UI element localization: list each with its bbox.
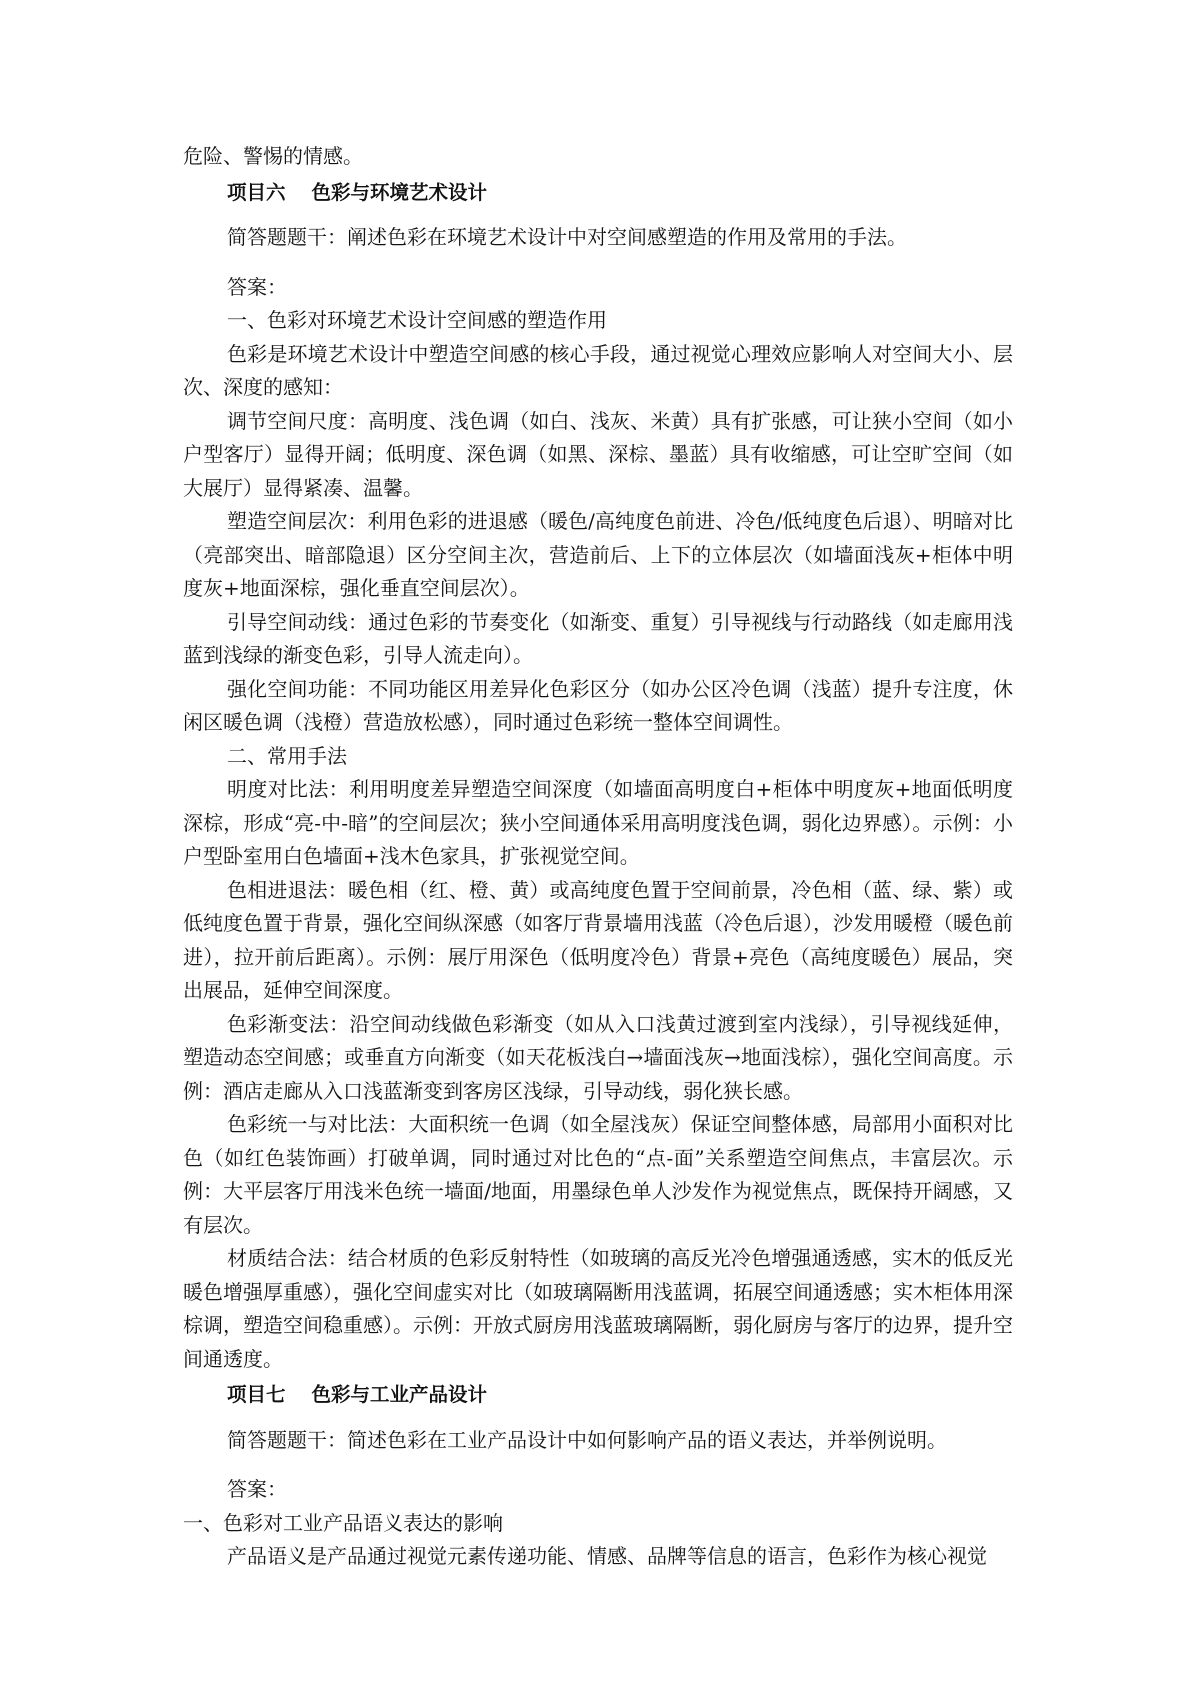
intro-tail-text: 危险、警惕的情感。 [183, 144, 363, 168]
project7-heading [183, 1378, 1013, 1412]
project6-s1-paragraph: 引导空间动线：通过色彩的节奏变化（如渐变、重复）引导视线与行动路线（如走廊用浅蓝到浅绿的渐变色彩，引导人流走向）。 [183, 609, 1013, 667]
project6-s2-paragraph: 色彩统一与对比法：大面积统一色调（如全屋浅灰）保证空间整体感，局部用小面积对比色（如红色装饰画）打破单调，同时通过对比色的“点-面”关系塑造空间焦点，丰富层次。示例：大平层客厅用浅米色统一墙面/地面，用墨绿色单人沙发作为视觉焦点，既保持开阔感，又有层次。 [183, 1112, 1013, 1237]
project6-title: 色彩与环境艺术设计 [311, 180, 488, 204]
project7-number: 项目七 [227, 1383, 286, 1406]
project6-section1-title: 一、色彩对环境艺术设计空间感的塑造作用 [227, 308, 607, 332]
project7-answer-label: 答案： [227, 1477, 287, 1501]
project7-title: 色彩与工业产品设计 [311, 1383, 488, 1406]
project7-s1-paragraph: 产品语义是产品通过视觉元素传递功能、情感、品牌等信息的语言，色彩作为核心视觉 [227, 1544, 987, 1568]
project6-answer-label: 答案： [227, 274, 287, 299]
document-page [183, 140, 1013, 1574]
project6-heading [183, 176, 1013, 210]
project6-s2-paragraph: 色相进退法：暖色相（红、橙、黄）或高纯度色置于空间前景，冷色相（蓝、绿、紫）或低纯度色置于背景，强化空间纵深感（如客厅背景墙用浅蓝（冷色后退），沙发用暖橙（暖色前进），拉开前后距离）。示例：展厅用深色（低明度冷色）背景+亮色（高纯度暖色）展品，突出展品，延伸空间深度。 [183, 877, 1013, 1002]
project6-s2-paragraph: 色彩渐变法：沿空间动线做色彩渐变（如从入口浅黄过渡到室内浅绿），引导视线延伸，塑造动态空间感；或垂直方向渐变（如天花板浅白→墙面浅灰→地面浅棕），强化空间高度。示例：酒店走廊从入口浅蓝渐变到客房区浅绿，引导动线，弱化狭长感。 [183, 1011, 1013, 1103]
project7-section1-title: 一、色彩对工业产品语义表达的影响 [183, 1510, 503, 1535]
project6-s1-paragraph: 强化空间功能：不同功能区用差异化色彩区分（如办公区冷色调（浅蓝）提升专注度，休闲区暖色调（浅橙）营造放松感），同时通过色彩统一整体空间调性。 [183, 676, 1013, 734]
project6-question: 简答题题干：阐述色彩在环境艺术设计中对空间感塑造的作用及常用的手法。 [227, 225, 907, 249]
project7-question: 简答题题干：简述色彩在工业产品设计中如何影响产品的语义表达，并举例说明。 [227, 1427, 947, 1452]
project6-s2-paragraph: 明度对比法：利用明度差异塑造空间深度（如墙面高明度白+柜体中明度灰+地面低明度深棕，形成“亮-中-暗”的空间层次；狭小空间通体采用高明度浅色调，弱化边界感）。示例：小户型卧室用白色墙面+浅木色家具，扩张视觉空间。 [183, 777, 1013, 868]
project6-s1-paragraph: 色彩是环境艺术设计中塑造空间感的核心手段，通过视觉心理效应影响人对空间大小、层次、深度的感知： [183, 341, 1013, 399]
project6-section2-title: 二、常用手法 [227, 743, 347, 768]
project6-number: 项目六 [227, 180, 286, 204]
project6-s2-paragraph: 材质结合法：结合材质的色彩反射特性（如玻璃的高反光冷色增强通透感，实木的低反光暖色增强厚重感），强化空间虚实对比（如玻璃隔断用浅蓝调，拓展空间通透感；实木柜体用深棕调，塑造空间稳重感）。示例：开放式厨房用浅蓝玻璃隔断，弱化厨房与客厅的边界，提升空间通透度。 [183, 1246, 1013, 1371]
project6-s1-paragraph: 塑造空间层次：利用色彩的进退感（暖色/高纯度色前进、冷色/低纯度色后退）、明暗对比（亮部突出、暗部隐退）区分空间主次，营造前后、上下的立体层次（如墙面浅灰+柜体中明度灰+地面深棕，强化垂直空间层次）。 [183, 509, 1013, 600]
project6-s1-paragraph: 调节空间尺度：高明度、浅色调（如白、浅灰、米黄）具有扩张感，可让狭小空间（如小户型客厅）显得开阔；低明度、深色调（如黑、深棕、墨蓝）具有收缩感，可让空旷空间（如大展厅）显得紧凑、温馨。 [183, 408, 1013, 500]
